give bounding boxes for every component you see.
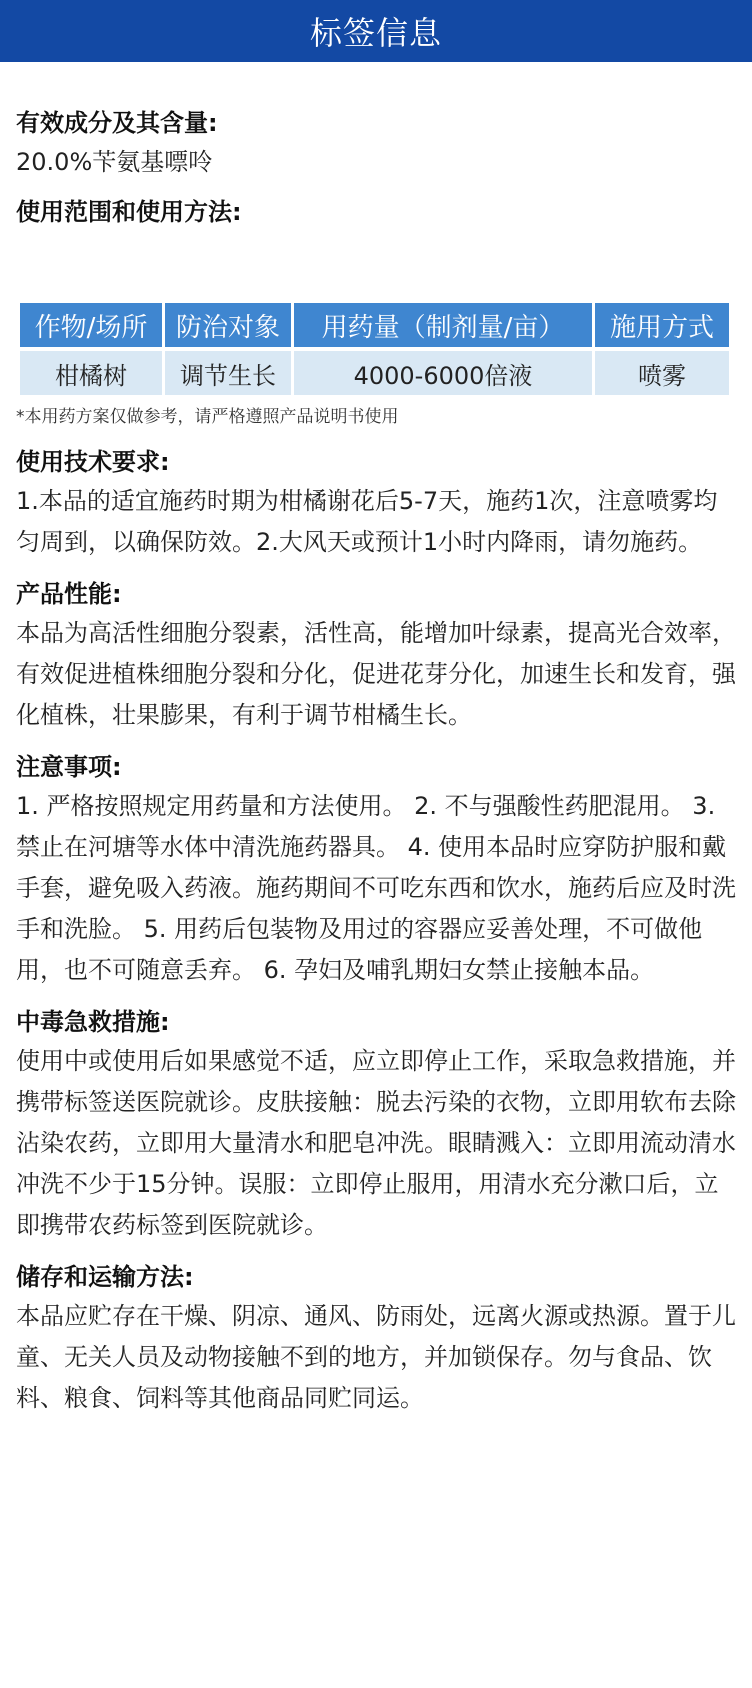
label-content — [0, 104, 752, 1419]
header-dosage: 用药量（制剂量/亩） — [294, 303, 592, 347]
caution-section — [16, 748, 736, 991]
ingredient-title: 有效成分及其含量: — [16, 109, 218, 137]
header-target: 防治对象 — [165, 303, 291, 347]
ingredient-section — [16, 104, 736, 183]
tech-title: 使用技术要求: — [16, 448, 170, 476]
storage-title: 储存和运输方法: — [16, 1263, 194, 1291]
table-header-row — [20, 303, 729, 347]
table-row — [20, 351, 729, 395]
header-crop: 作物/场所 — [20, 303, 162, 347]
cell-target: 调节生长 — [165, 351, 291, 395]
ingredient-value: 20.0%苄氨基嘌呤 — [16, 148, 213, 176]
usage-section — [16, 193, 736, 431]
firstaid-title: 中毒急救措施: — [16, 1008, 170, 1036]
cell-dosage: 4000-6000倍液 — [294, 351, 592, 395]
cell-method: 喷雾 — [595, 351, 729, 395]
page-title: 标签信息 — [309, 14, 442, 52]
page-header — [0, 0, 752, 62]
usage-title: 使用范围和使用方法: — [16, 198, 242, 226]
tech-section — [16, 443, 736, 563]
performance-section — [16, 575, 736, 736]
tech-text: 1.本品的适宜施药时期为柑橘谢花后5-7天，施药1次，注意喷雾均匀周到，以确保防效。2.大风天或预计1小时内降雨，请勿施药。 — [16, 487, 718, 556]
performance-title: 产品性能: — [16, 580, 122, 608]
header-method: 施用方式 — [595, 303, 729, 347]
firstaid-section — [16, 1003, 736, 1246]
table-note: *本用药方案仅做参考，请严格遵照产品说明书使用 — [16, 407, 399, 427]
performance-text: 本品为高活性细胞分裂素，活性高，能增加叶绿素，提高光合效率，有效促进植株细胞分裂和分化，促进花芽分化，加速生长和发育，强化植株，壮果膨果，有利于调节柑橘生长。 — [16, 619, 736, 729]
cell-crop: 柑橘树 — [20, 351, 162, 395]
caution-title: 注意事项: — [16, 753, 122, 781]
storage-section — [16, 1258, 736, 1419]
firstaid-text: 使用中或使用后如果感觉不适，应立即停止工作，采取急救措施，并携带标签送医院就诊。皮肤接触：脱去污染的衣物，立即用软布去除沾染农药，立即用大量清水和肥皂冲洗。眼睛溅入：立即用流动清水冲洗不少于15分钟。误服：立即停止服用，用清水充分漱口后，立即携带农药标签到医院就诊。 — [16, 1047, 736, 1239]
caution-text: 1. 严格按照规定用药量和方法使用。 2. 不与强酸性药肥混用。 3. 禁止在河塘等水体中清洗施药器具。 4. 使用本品时应穿防护服和戴手套，避免吸入药液。施药期间不可吃东西和饮水，施药后应及时洗手和洗脸。 5. 用药后包装物及用过的容器应妥善处理，不可做他用，也不可随意丢弃。 6. 孕妇及哺乳期妇女禁止接触本品。 — [16, 792, 736, 984]
storage-text: 本品应贮存在干燥、阴凉、通风、防雨处，远离火源或热源。置于儿童、无关人员及动物接触不到的地方，并加锁保存。勿与食品、饮料、粮食、饲料等其他商品同贮同运。 — [16, 1302, 736, 1412]
dosage-table — [17, 299, 732, 399]
